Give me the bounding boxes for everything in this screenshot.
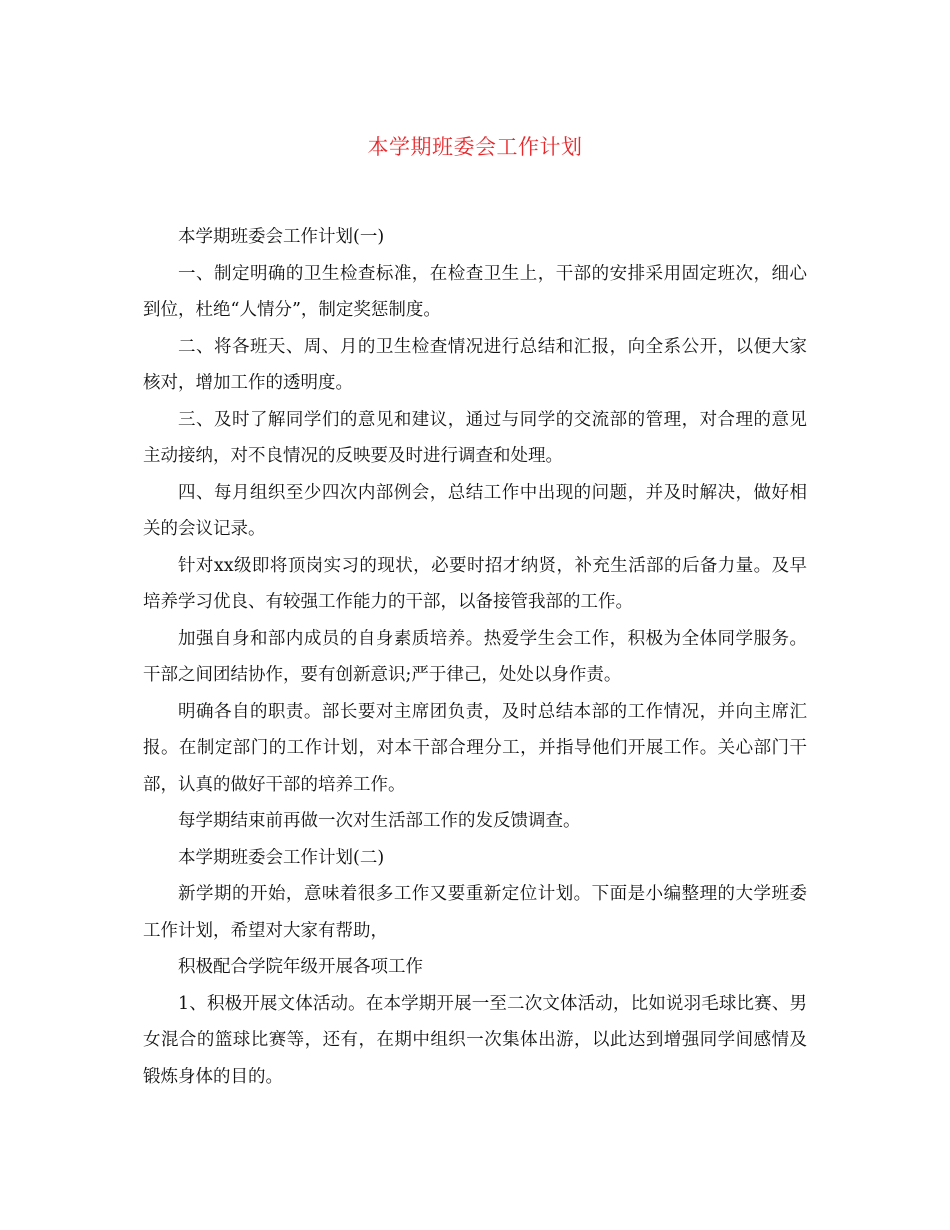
paragraph-cooperate-college: 积极配合学院年级开展各项工作 <box>178 957 423 977</box>
paragraph-responsibilities: 明确各自的职责。部长要对主席团负责，及时总结本部的工作情况，并向主席汇报。在制定部门的工作计划，对本干部合理分工，并指导他们开展工作。关心部门干部，认真的做好干部的培养工作。 <box>143 701 807 795</box>
document-body <box>143 219 807 1095</box>
paragraph-self-improvement: 加强自身和部内成员的自身素质培养。热爱学生会工作，积极为全体同学服务。干部之间团结协作，要有创新意识;严于律己，处处以身作责。 <box>143 628 807 685</box>
paragraph-hygiene-report: 二、将各班天、周、月的卫生检查情况进行总结和汇报，向全系公开，以便大家核对，增加工作的透明度。 <box>143 336 807 393</box>
paragraph-heading-part-two: 本学期班委会工作计划(二) <box>178 847 385 868</box>
paragraph-monthly-meetings: 四、每月组织至少四次内部例会，总结工作中出现的问题，并及时解决，做好相关的会议记录。 <box>143 482 807 539</box>
paragraph-hygiene-standard: 一、制定明确的卫生检查标准，在检查卫生上，干部的安排采用固定班次，细心到位，杜绝“人情分”，制定奖惩制度。 <box>143 263 807 320</box>
paragraph-feedback-survey: 每学期结束前再做一次对生活部工作的发反馈调查。 <box>178 811 581 831</box>
paragraph-internship-recruitment: 针对xx级即将顶岗实习的现状，必要时招才纳贤，补充生活部的后备力量。及早培养学习优良、有较强工作能力的干部，以备接管我部的工作。 <box>143 555 807 612</box>
document-title: 本学期班委会工作计划 <box>367 135 583 159</box>
paragraph-new-semester: 新学期的开始，意味着很多工作又要重新定位计划。下面是小编整理的大学班委工作计划，希望对大家有帮助， <box>143 884 807 941</box>
paragraph-student-feedback: 三、及时了解同学们的意见和建议，通过与同学的交流部的管理，对合理的意见主动接纳，对不良情况的反映要及时进行调查和处理。 <box>143 409 807 466</box>
paragraph-sports-activities: 1、积极开展文体活动。在本学期开展一至二次文体活动，比如说羽毛球比赛、男女混合的篮球比赛等，还有，在期中组织一次集体出游，以此达到增强同学间感情及锻炼身体的目的。 <box>143 993 807 1087</box>
paragraph-heading-part-one: 本学期班委会工作计划(一) <box>178 227 385 247</box>
